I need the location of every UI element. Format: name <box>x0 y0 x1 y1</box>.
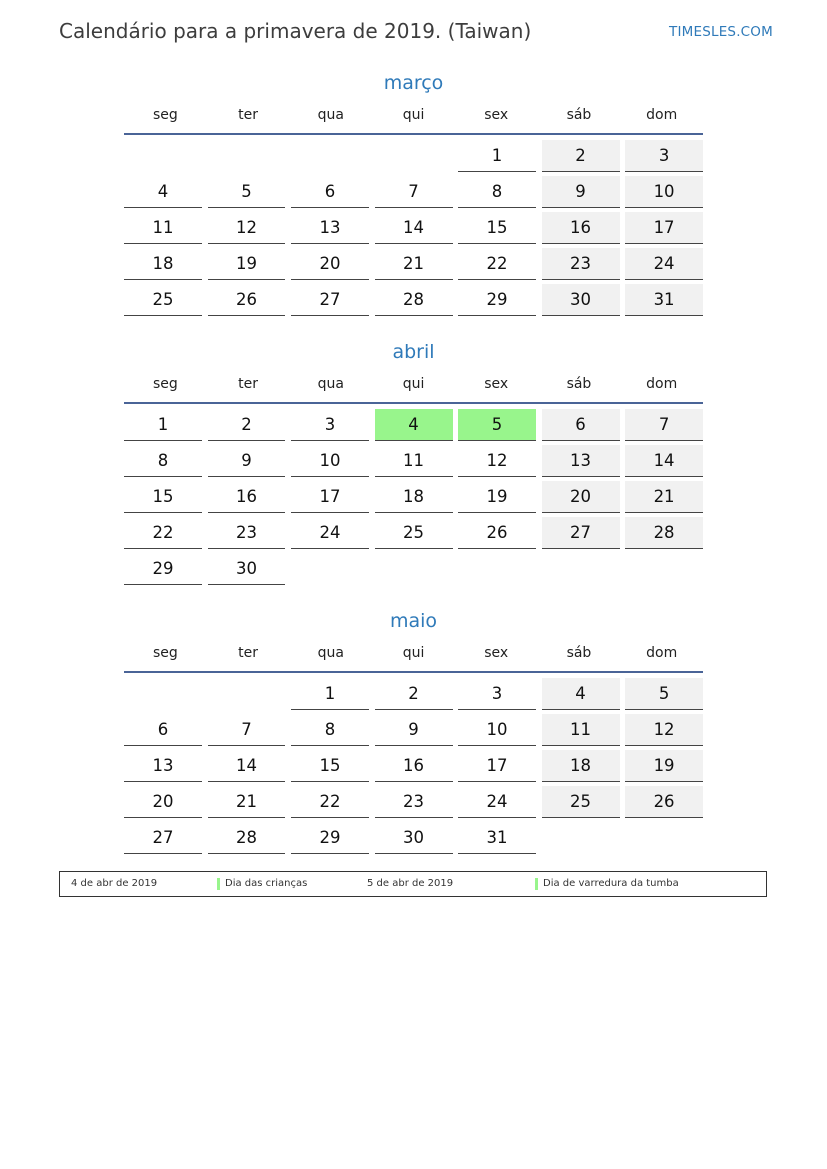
day-cell: 4 <box>124 176 202 208</box>
day-cell: 4 <box>375 409 453 441</box>
day-cell: 10 <box>458 714 536 746</box>
day-cell: 7 <box>208 714 286 746</box>
empty-day-cell <box>375 140 453 172</box>
week-row <box>124 714 703 750</box>
day-cell: 3 <box>625 140 703 172</box>
week-row <box>124 248 703 284</box>
day-cell: 21 <box>625 481 703 513</box>
day-cell: 31 <box>625 284 703 316</box>
day-cell: 20 <box>124 786 202 818</box>
empty-day-cell <box>291 553 369 585</box>
weekday-label: dom <box>646 376 678 392</box>
day-cell: 24 <box>291 517 369 549</box>
day-cell: 7 <box>625 409 703 441</box>
weekday-header <box>124 97 703 133</box>
weekday-label: seg <box>152 645 178 661</box>
day-cell: 25 <box>375 517 453 549</box>
empty-day-cell <box>542 553 620 585</box>
page-title: Calendário para a primavera de 2019. (Taiwan) <box>59 19 532 43</box>
day-cell: 30 <box>542 284 620 316</box>
holiday-color-swatch <box>535 878 538 890</box>
day-cell: 28 <box>625 517 703 549</box>
day-cell: 9 <box>375 714 453 746</box>
day-cell: 4 <box>542 678 620 710</box>
weekday-label: qua <box>317 107 344 123</box>
empty-day-cell <box>625 822 703 854</box>
day-cell: 29 <box>458 284 536 316</box>
day-cell: 29 <box>124 553 202 585</box>
week-row <box>124 409 703 445</box>
week-row <box>124 678 703 714</box>
day-cell: 30 <box>208 553 286 585</box>
day-cell: 29 <box>291 822 369 854</box>
week-row <box>124 445 703 481</box>
day-cell: 16 <box>208 481 286 513</box>
day-cell: 8 <box>124 445 202 477</box>
day-cell: 13 <box>291 212 369 244</box>
day-cell: 12 <box>625 714 703 746</box>
day-cell: 14 <box>625 445 703 477</box>
week-row <box>124 481 703 517</box>
day-cell: 10 <box>625 176 703 208</box>
day-cell: 27 <box>124 822 202 854</box>
day-cell: 1 <box>124 409 202 441</box>
empty-day-cell <box>124 678 202 710</box>
day-cell: 8 <box>458 176 536 208</box>
weekday-label: qua <box>317 645 344 661</box>
day-cell: 9 <box>208 445 286 477</box>
month-name: abril <box>392 341 435 363</box>
day-cell: 31 <box>458 822 536 854</box>
day-cell: 5 <box>625 678 703 710</box>
day-cell: 5 <box>208 176 286 208</box>
day-cell: 1 <box>291 678 369 710</box>
day-cell: 17 <box>458 750 536 782</box>
holiday-color-swatch <box>217 878 220 890</box>
empty-day-cell <box>458 553 536 585</box>
weekday-label: ter <box>238 376 258 392</box>
empty-day-cell <box>208 678 286 710</box>
empty-day-cell <box>375 553 453 585</box>
weekday-label: ter <box>238 645 258 661</box>
brand-link[interactable]: TIMESLES.COM <box>669 24 773 40</box>
weekday-label: seg <box>152 376 178 392</box>
holiday-legend <box>59 871 767 897</box>
month-march <box>124 69 703 320</box>
day-cell: 2 <box>542 140 620 172</box>
weekday-label: qui <box>402 107 425 123</box>
day-cell: 3 <box>458 678 536 710</box>
day-cell: 18 <box>375 481 453 513</box>
day-cell: 14 <box>208 750 286 782</box>
day-cell: 16 <box>375 750 453 782</box>
empty-day-cell <box>542 822 620 854</box>
day-cell: 21 <box>208 786 286 818</box>
month-may <box>124 607 703 858</box>
day-cell: 3 <box>291 409 369 441</box>
day-cell: 6 <box>124 714 202 746</box>
day-cell: 2 <box>208 409 286 441</box>
day-cell: 15 <box>124 481 202 513</box>
week-row <box>124 786 703 822</box>
weekday-label: qui <box>402 376 425 392</box>
weekday-label: sáb <box>566 376 592 392</box>
week-row <box>124 517 703 553</box>
day-cell: 28 <box>375 284 453 316</box>
month-grid <box>124 140 703 320</box>
day-cell: 12 <box>458 445 536 477</box>
day-cell: 16 <box>542 212 620 244</box>
day-cell: 15 <box>458 212 536 244</box>
weekday-label: sex <box>484 645 509 661</box>
day-cell: 14 <box>375 212 453 244</box>
month-name: maio <box>389 610 438 632</box>
day-cell: 12 <box>208 212 286 244</box>
week-row <box>124 212 703 248</box>
empty-day-cell <box>208 140 286 172</box>
day-cell: 23 <box>542 248 620 280</box>
weekday-label: sex <box>484 376 509 392</box>
day-cell: 27 <box>291 284 369 316</box>
day-cell: 11 <box>375 445 453 477</box>
week-row <box>124 553 703 589</box>
weekday-label: sex <box>484 107 509 123</box>
month-april <box>124 338 703 589</box>
day-cell: 24 <box>458 786 536 818</box>
day-cell: 11 <box>124 212 202 244</box>
empty-day-cell <box>625 553 703 585</box>
day-cell: 6 <box>542 409 620 441</box>
day-cell: 23 <box>375 786 453 818</box>
week-row <box>124 176 703 212</box>
day-cell: 21 <box>375 248 453 280</box>
day-cell: 26 <box>625 786 703 818</box>
day-cell: 25 <box>542 786 620 818</box>
day-cell: 22 <box>458 248 536 280</box>
day-cell: 9 <box>542 176 620 208</box>
legend-holiday-name: Dia das crianças <box>225 878 308 889</box>
day-cell: 26 <box>208 284 286 316</box>
day-cell: 19 <box>625 750 703 782</box>
day-cell: 13 <box>124 750 202 782</box>
day-cell: 27 <box>542 517 620 549</box>
day-cell: 7 <box>375 176 453 208</box>
day-cell: 20 <box>291 248 369 280</box>
day-cell: 30 <box>375 822 453 854</box>
day-cell: 19 <box>458 481 536 513</box>
day-cell: 26 <box>458 517 536 549</box>
day-cell: 23 <box>208 517 286 549</box>
weekday-label: dom <box>646 645 678 661</box>
day-cell: 28 <box>208 822 286 854</box>
month-name: março <box>383 72 444 94</box>
weekday-header <box>124 366 703 402</box>
day-cell: 15 <box>291 750 369 782</box>
header-rule <box>124 133 703 135</box>
legend-date: 5 de abr de 2019 <box>367 878 454 889</box>
month-grid <box>124 409 703 589</box>
month-grid <box>124 678 703 858</box>
legend-holiday-name: Dia de varredura da tumba <box>543 878 679 889</box>
weekday-label: dom <box>646 107 678 123</box>
weekday-header <box>124 635 703 671</box>
day-cell: 8 <box>291 714 369 746</box>
week-row <box>124 822 703 858</box>
day-cell: 25 <box>124 284 202 316</box>
day-cell: 20 <box>542 481 620 513</box>
weekday-label: sáb <box>566 645 592 661</box>
day-cell: 22 <box>291 786 369 818</box>
day-cell: 13 <box>542 445 620 477</box>
weekday-label: ter <box>238 107 258 123</box>
day-cell: 17 <box>625 212 703 244</box>
weekday-label: seg <box>152 107 178 123</box>
weekday-label: sáb <box>566 107 592 123</box>
weekday-label: qua <box>317 376 344 392</box>
day-cell: 1 <box>458 140 536 172</box>
day-cell: 11 <box>542 714 620 746</box>
week-row <box>124 140 703 176</box>
day-cell: 2 <box>375 678 453 710</box>
day-cell: 19 <box>208 248 286 280</box>
weekday-label: qui <box>402 645 425 661</box>
day-cell: 22 <box>124 517 202 549</box>
day-cell: 18 <box>124 248 202 280</box>
week-row <box>124 284 703 320</box>
empty-day-cell <box>291 140 369 172</box>
day-cell: 6 <box>291 176 369 208</box>
header-rule <box>124 671 703 673</box>
week-row <box>124 750 703 786</box>
day-cell: 18 <box>542 750 620 782</box>
empty-day-cell <box>124 140 202 172</box>
day-cell: 24 <box>625 248 703 280</box>
legend-date: 4 de abr de 2019 <box>71 878 158 889</box>
day-cell: 5 <box>458 409 536 441</box>
day-cell: 10 <box>291 445 369 477</box>
header-rule <box>124 402 703 404</box>
day-cell: 17 <box>291 481 369 513</box>
